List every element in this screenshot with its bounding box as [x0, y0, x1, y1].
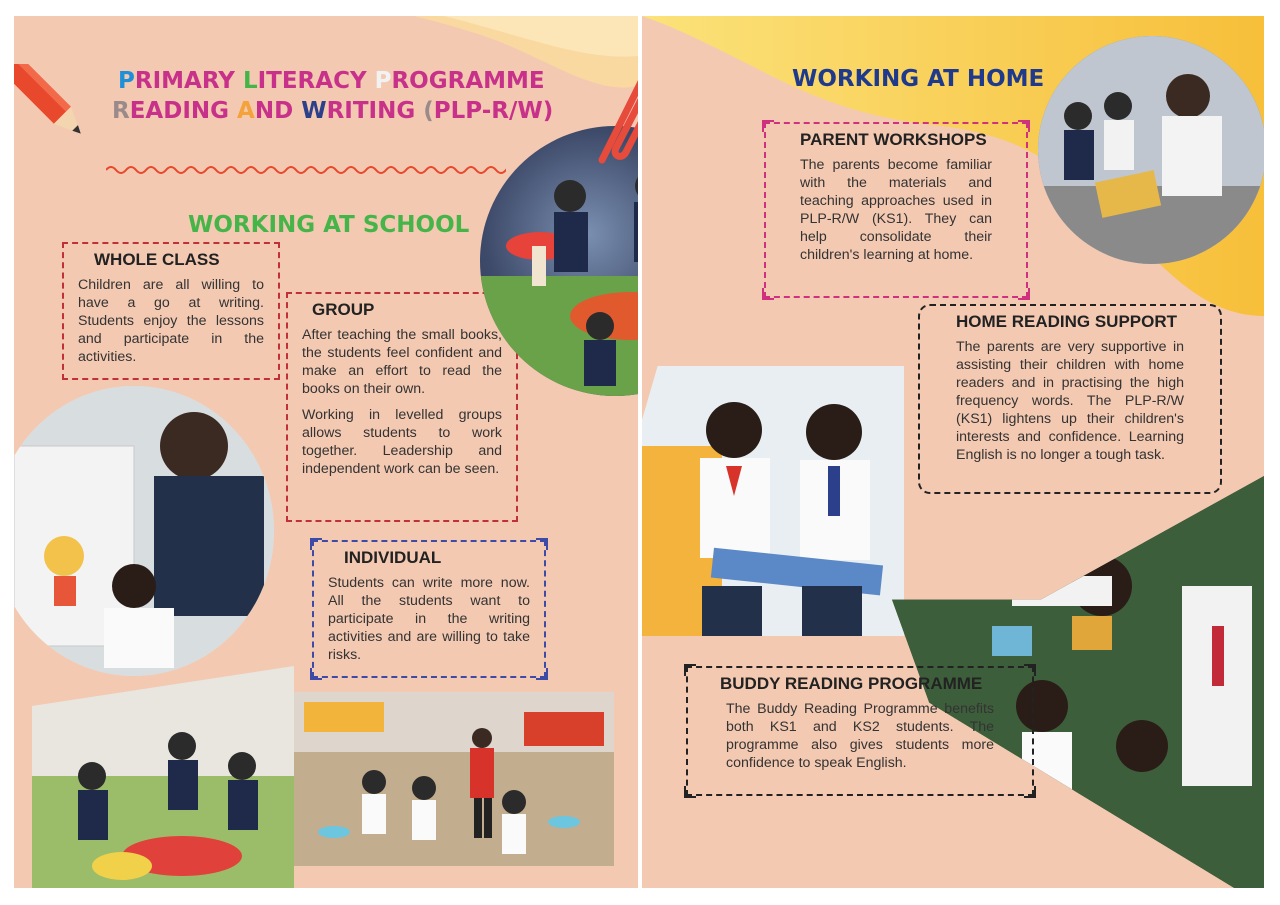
buddy-reading-box	[686, 666, 1034, 796]
individual-heading: INDIVIDUAL	[344, 548, 442, 567]
buddy-reading-heading: BUDDY READING PROGRAMME	[720, 674, 983, 693]
paperclip-icon	[582, 60, 638, 170]
pencil-icon	[14, 64, 104, 174]
parent-workshops-heading: PARENT WORKSHOPS	[800, 130, 987, 149]
home-reading-text: The parents are very supportive in assisting their children with home readers and in practising the high frequency words. The PLP-R/W (KS1) lightens up their children's interests and confidence. Learning English is no longer a tough task.	[956, 339, 1184, 463]
individual-box	[312, 540, 546, 678]
parent-workshop-photo	[1038, 36, 1264, 264]
working-at-school-title: WORKING AT SCHOOL	[188, 212, 470, 238]
right-page	[642, 16, 1264, 888]
group-text-1: After teaching the small books, the students feel confident and make an effort to read the books on their own.	[302, 327, 502, 397]
whole-class-box	[62, 242, 280, 380]
group-heading: GROUP	[312, 300, 375, 319]
wavy-divider	[106, 162, 506, 178]
home-reading-heading: HOME READING SUPPORT	[956, 312, 1178, 331]
home-reading-support-box	[918, 304, 1222, 494]
individual-text: Students can write more now. All the students want to participate in the writing activities and are willing to take risks.	[328, 575, 530, 663]
programme-title-line2: READING AND WRITING (PLP-R/W)	[112, 98, 554, 124]
classroom-reading-photo	[32, 666, 294, 888]
parent-workshops-box	[764, 122, 1028, 298]
buddy-reading-text: The Buddy Reading Programme benefits both KS1 and KS2 students. The programme also gives students more confidence to speak English.	[726, 701, 994, 771]
left-page	[14, 16, 638, 888]
teacher-writing-photo	[14, 386, 274, 676]
parent-workshops-text: The parents become familiar with the materials and teaching approaches used in PLP-R/W (KS1). They can help consolidate their children's learning at home.	[800, 157, 992, 263]
two-students-reading-photo	[642, 366, 904, 636]
group-box	[286, 292, 518, 522]
whole-class-text: Children are all willing to have a go at writing. Students enjoy the lessons and participate in the activities.	[78, 277, 264, 365]
working-at-home-title: WORKING AT HOME	[792, 66, 1045, 92]
whole-class-heading: WHOLE CLASS	[94, 250, 220, 269]
group-text-2: Working in levelled groups allows students to work together. Leadership and independent work can be seen.	[302, 407, 502, 477]
programme-title-line1: PRIMARY LITERACY PROGRAMME	[118, 68, 545, 94]
activity-room-photo	[294, 692, 614, 866]
